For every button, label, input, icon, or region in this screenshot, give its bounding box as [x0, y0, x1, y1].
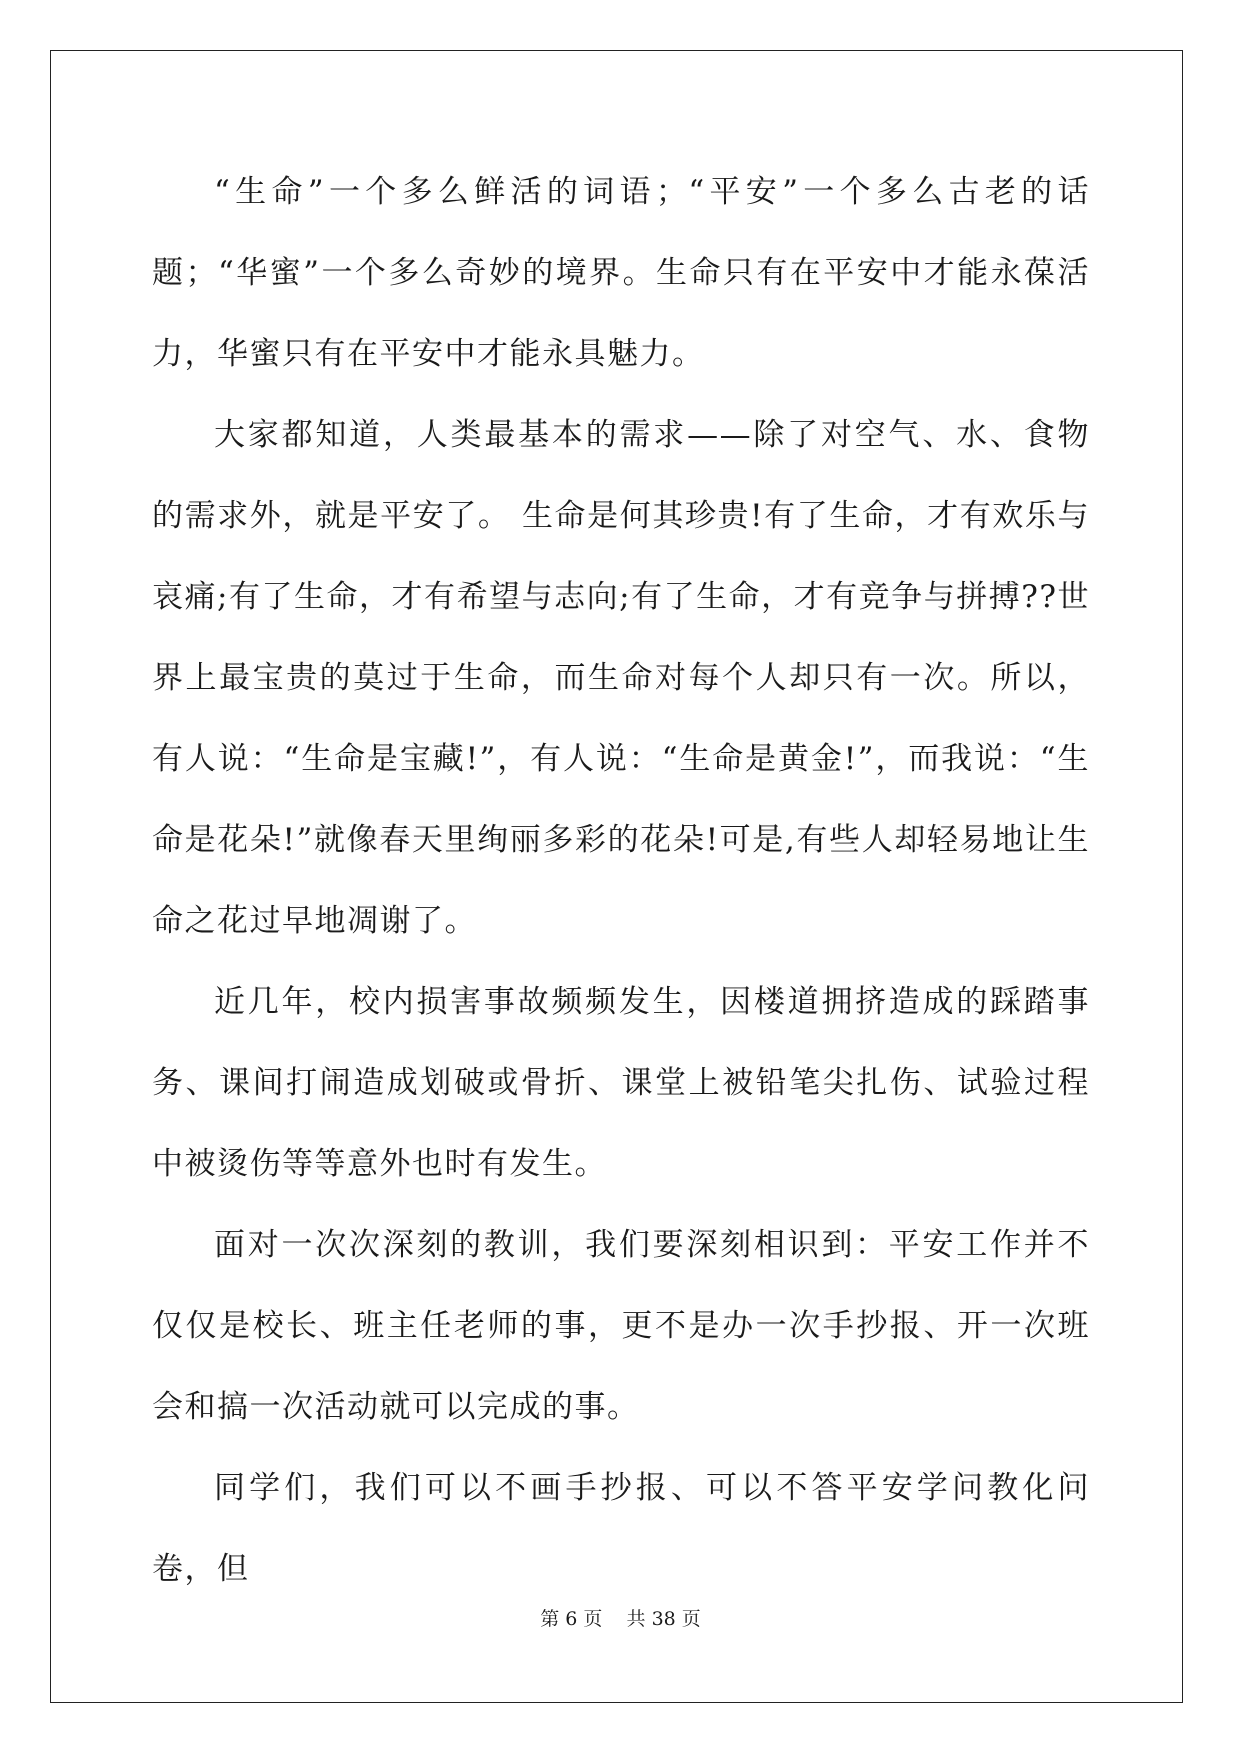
- paragraph-2: 大家都知道，人类最基本的需求——除了对空气、水、食物的需求外，就是平安了。 生命是何其珍贵!有了生命，才有欢乐与哀痛;有了生命，才有希望与志向;有了生命，才有竞争与拼搏??世界上最宝贵的莫过于生命，而生命对每个人却只有一次。所以，有人说：“生命是宝藏!”，有人说：“生命是黄金!”，而我说：“生命是花朵!”就像春天里绚丽多彩的花朵!可是,有些人却轻易地让生命之花过早地凋谢了。: [152, 417, 1090, 939]
- page-footer: [0, 1604, 1241, 1631]
- paragraph-4: 面对一次次深刻的教训，我们要深刻相识到：平安工作并不仅仅是校长、班主任老师的事，更不是办一次手抄报、开一次班会和搞一次活动就可以完成的事。: [152, 1227, 1090, 1425]
- page-number: 第 6 页 共 38 页: [540, 1608, 701, 1630]
- document-body: [152, 152, 1090, 1610]
- paragraph-1: “生命”一个多么鲜活的词语；“平安”一个多么古老的话题；“华蜜”一个多么奇妙的境界。生命只有在平安中才能永葆活力，华蜜只有在平安中才能永具魅力。: [152, 174, 1090, 372]
- paragraph-5: 同学们，我们可以不画手抄报、可以不答平安学问教化问卷，但: [152, 1470, 1090, 1587]
- paragraph-3: 近几年，校内损害事故频频发生，因楼道拥挤造成的踩踏事务、课间打闹造成划破或骨折、课堂上被铅笔尖扎伤、试验过程中被烫伤等等意外也时有发生。: [152, 984, 1090, 1182]
